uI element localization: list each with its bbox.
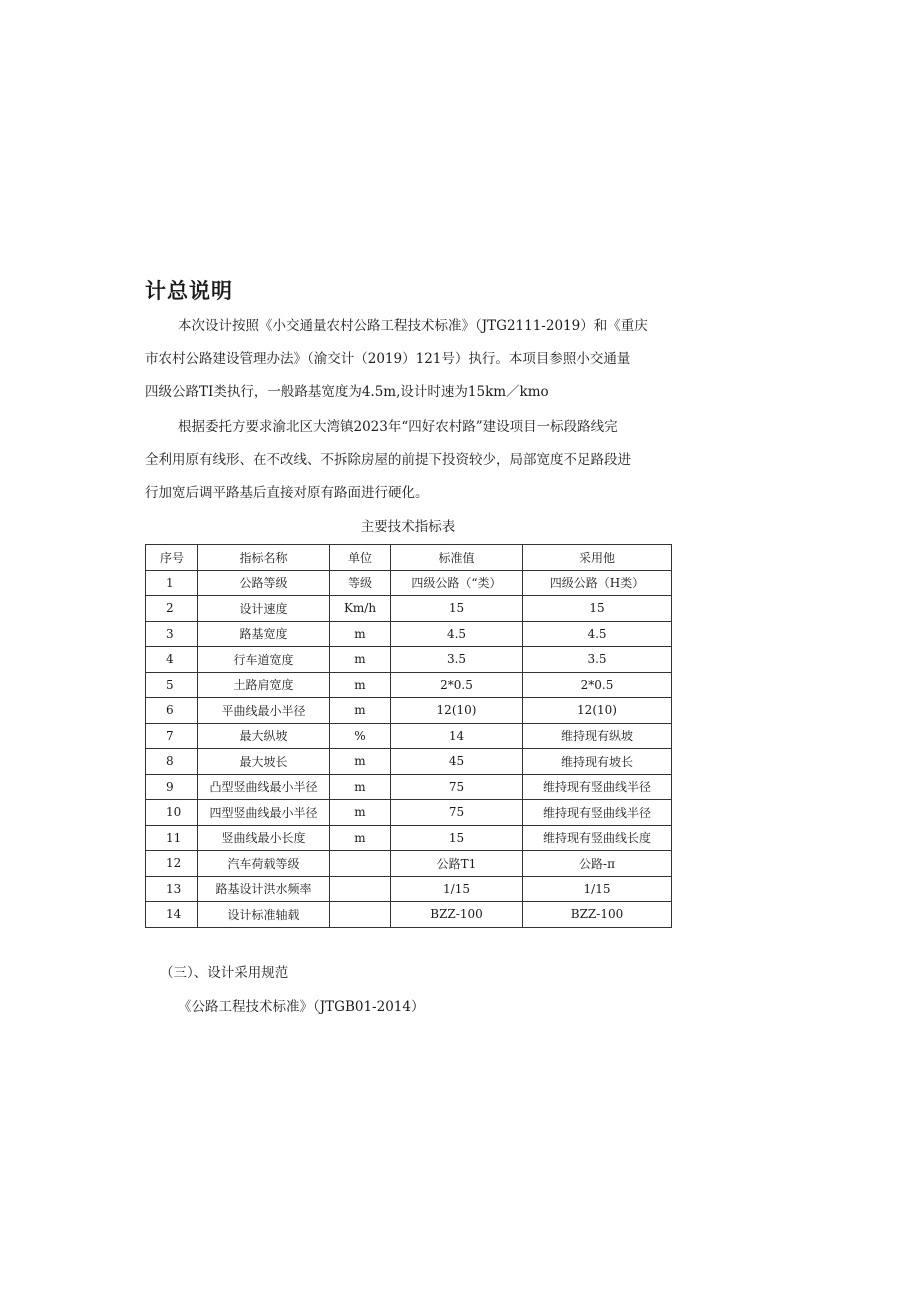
table-cell: 15 xyxy=(391,596,523,622)
table-cell: 设计标准轴载 xyxy=(198,902,330,928)
table-cell: 15 xyxy=(523,596,672,622)
table-cell: 等级 xyxy=(330,570,391,596)
table-row xyxy=(146,902,672,928)
table-cell: 公路-π xyxy=(523,851,672,877)
table-cell: 12 xyxy=(146,851,198,877)
table-cell: % xyxy=(330,723,391,749)
table-row xyxy=(146,596,672,622)
table-cell: m xyxy=(330,647,391,673)
table-cell: 维持现有纵坡 xyxy=(523,723,672,749)
table-header-row xyxy=(146,545,672,571)
header-cell: 标准值 xyxy=(391,545,523,571)
table-cell: BZZ-100 xyxy=(391,902,523,928)
table-cell: 最大纵坡 xyxy=(198,723,330,749)
table-cell: 行车道宽度 xyxy=(198,647,330,673)
table-row xyxy=(146,800,672,826)
technical-indicators-table xyxy=(145,544,672,928)
table-cell: 平曲线最小半径 xyxy=(198,698,330,724)
document-title: 计总说明 xyxy=(145,279,233,303)
table-cell: 5 xyxy=(146,672,198,698)
table-row xyxy=(146,672,672,698)
table-row xyxy=(146,698,672,724)
table-cell: 12(10) xyxy=(391,698,523,724)
table-cell: 维持现有坡长 xyxy=(523,749,672,775)
paragraph-line: 根据委托方要求渝北区大湾镇2023年“四好农村路”建设项目一标段路线完 xyxy=(178,419,618,435)
table-cell: 四级公路（“类） xyxy=(391,570,523,596)
table-cell: 11 xyxy=(146,825,198,851)
table-cell: 路基宽度 xyxy=(198,621,330,647)
table-cell: 2*0.5 xyxy=(523,672,672,698)
table-row xyxy=(146,570,672,596)
table-row xyxy=(146,749,672,775)
paragraph-line: 市农村公路建设管理办法》（渝交计（2019）121号）执行。本项目参照小交通量 xyxy=(145,351,631,367)
table-cell: 路基设计洪水频率 xyxy=(198,876,330,902)
table-cell: 14 xyxy=(391,723,523,749)
table-cell: 2*0.5 xyxy=(391,672,523,698)
table-row xyxy=(146,825,672,851)
paragraph-line: 四级公路TI类执行，一般路基宽度为4.5m,设计时速为15km／kmo xyxy=(145,384,549,400)
table-cell: 维持现有竖曲线半径 xyxy=(523,774,672,800)
table-cell: m xyxy=(330,774,391,800)
header-cell: 序号 xyxy=(146,545,198,571)
table-cell: 竖曲线最小长度 xyxy=(198,825,330,851)
table-cell xyxy=(330,876,391,902)
table-row xyxy=(146,621,672,647)
table-cell: 8 xyxy=(146,749,198,775)
table-cell: 75 xyxy=(391,800,523,826)
table-cell: 3.5 xyxy=(391,647,523,673)
table-cell: 10 xyxy=(146,800,198,826)
table-cell: 6 xyxy=(146,698,198,724)
table-cell: m xyxy=(330,825,391,851)
paragraph-line: 本次设计按照《小交通量农村公路工程技术标准》（JTG2111-2019）和《重庆 xyxy=(178,318,648,334)
table-cell: m xyxy=(330,749,391,775)
table-cell xyxy=(330,851,391,877)
table-cell: 凸型竖曲线最小半径 xyxy=(198,774,330,800)
table-cell: 12(10) xyxy=(523,698,672,724)
reference-standard: 《公路工程技术标准》（JTGB01-2014） xyxy=(178,999,425,1015)
table-cell: 2 xyxy=(146,596,198,622)
table-cell: 汽车荷载等级 xyxy=(198,851,330,877)
table-cell: 四型竖曲线最小半径 xyxy=(198,800,330,826)
table-cell xyxy=(330,902,391,928)
table-cell: 4 xyxy=(146,647,198,673)
paragraph-project-scope xyxy=(145,411,677,510)
table-cell: 1/15 xyxy=(391,876,523,902)
table-cell: Km/h xyxy=(330,596,391,622)
table-cell: 公路等级 xyxy=(198,570,330,596)
table-cell: 设计速度 xyxy=(198,596,330,622)
header-cell: 指标名称 xyxy=(198,545,330,571)
table-cell: 维持现有竖曲线半径 xyxy=(523,800,672,826)
header-cell: 单位 xyxy=(330,545,391,571)
table-cell: 最大坡长 xyxy=(198,749,330,775)
table-cell: 9 xyxy=(146,774,198,800)
table-cell: 7 xyxy=(146,723,198,749)
table-cell: 1/15 xyxy=(523,876,672,902)
table-cell: 3 xyxy=(146,621,198,647)
table-cell: 13 xyxy=(146,876,198,902)
table-row xyxy=(146,876,672,902)
paragraph-design-basis xyxy=(145,310,677,409)
table-cell: BZZ-100 xyxy=(523,902,672,928)
table-row xyxy=(146,723,672,749)
table-cell: 四级公路（H类） xyxy=(523,570,672,596)
table-cell: m xyxy=(330,621,391,647)
table-cell: 1 xyxy=(146,570,198,596)
section-heading: （三）、设计采用规范 xyxy=(160,965,289,981)
table-cell: 3.5 xyxy=(523,647,672,673)
table-cell: 15 xyxy=(391,825,523,851)
header-cell: 采用他 xyxy=(523,545,672,571)
paragraph-line: 行加宽后调平路基后直接对原有路面进行硬化。 xyxy=(145,485,429,501)
table-row xyxy=(146,774,672,800)
table-cell: m xyxy=(330,672,391,698)
table-cell: 4.5 xyxy=(391,621,523,647)
table-row xyxy=(146,851,672,877)
table-cell: 土路肩宽度 xyxy=(198,672,330,698)
table-cell: m xyxy=(330,800,391,826)
paragraph-line: 全利用原有线形、在不改线、不拆除房屋的前提下投资较少，局部宽度不足路段进 xyxy=(145,452,631,468)
table-cell: 45 xyxy=(391,749,523,775)
table-caption: 主要技术指标表 xyxy=(360,519,456,535)
table-body xyxy=(146,570,672,927)
table-cell: 14 xyxy=(146,902,198,928)
table-cell: m xyxy=(330,698,391,724)
table-cell: 维持现有竖曲线长度 xyxy=(523,825,672,851)
table-cell: 公路T1 xyxy=(391,851,523,877)
table-cell: 4.5 xyxy=(523,621,672,647)
table-row xyxy=(146,647,672,673)
table-cell: 75 xyxy=(391,774,523,800)
